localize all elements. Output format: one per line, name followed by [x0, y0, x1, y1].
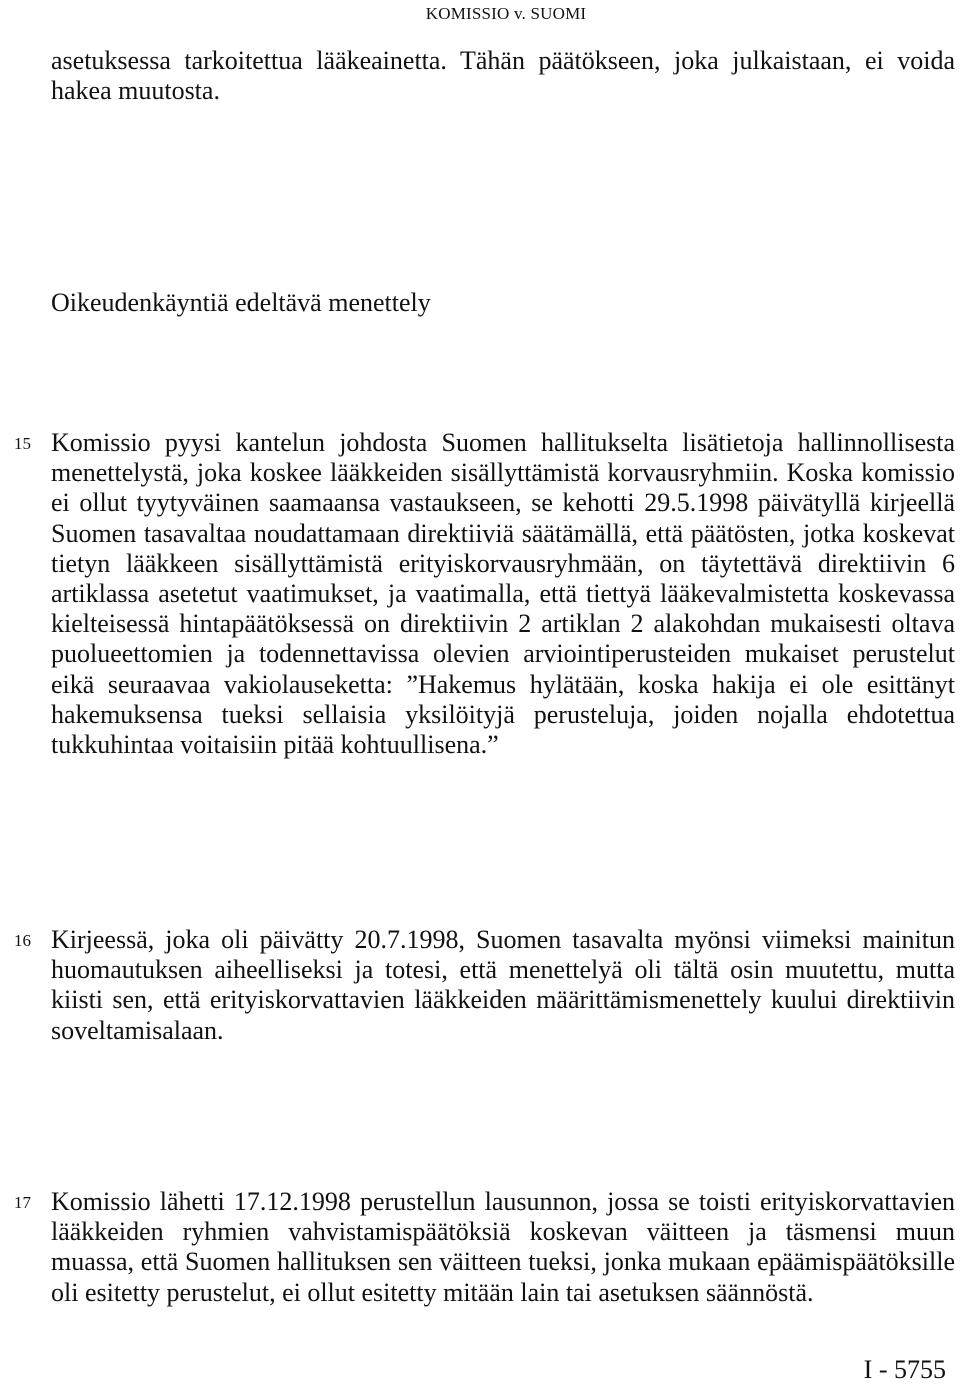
intro-paragraph: asetuksessa tarkoitettua lääkeainetta. Tähän päätökseen, joka julkaistaan, ei voida hakea muutosta. [51, 46, 955, 106]
running-head [0, 4, 960, 24]
paragraph-text: Kirjeessä, joka oli päivätty 20.7.1998, Suomen tasavalta myönsi viimeksi mainitun huomautuksen aiheelliseksi ja totesi, että menettelyä oli tältä osin muutettu, mutta kiisti sen, että erityiskorvattavien lääkkeiden määrittämismenettely kuului direktiivin soveltamisalaan. [51, 925, 955, 1045]
running-head-text: KOMISSIO v. SUOMI [425, 4, 587, 23]
paragraph-text: Komissio pyysi kantelun johdosta Suomen hallitukselta lisätietoja hallinnollisesta menettelystä, joka koskee lääkkeiden sisällyttämistä korvausryhmiin. Koska komissio ei ollut tyytyväinen saamaansa vastaukseen, se kehotti 29.5.1998 päivätyllä kirjeellä Suomen tasavaltaa noudattamaan direktiiviä säätämällä, että päätösten, jotka koskevat tietyn lääkkeen sisällyttämistä erityiskorvausryhmään, on täytettävä direktiivin 6 artiklassa asetetut vaatimukset, ja vaatimalla, että tiettyä lääkevalmistetta koskevassa kielteisessä hintapäätöksessä on direktiivin 2 artiklan 2 alakohdan mukaisesti oltava puolueettomien ja todennettavissa olevien arviointiperusteiden mukaiset perustelut eikä seuraavaa vakiolauseketta: ”Hakemus hylätään, koska hakija ei ole esittänyt hakemuksensa tueksi sellaisia yksilöityjä perusteluja, joiden nojalla ehdotettua tukkuhintaa voitaisiin pitää kohtuullisena.” [51, 428, 955, 760]
section-heading: Oikeudenkäyntiä edeltävä menettely [51, 288, 431, 317]
paragraph-number: 15 [14, 434, 31, 453]
page-number: I - 5755 [863, 1355, 946, 1384]
paragraph-number: 16 [14, 931, 31, 950]
paragraph-number: 17 [14, 1193, 31, 1212]
paragraph-text: Komissio lähetti 17.12.1998 perustellun lausunnon, jossa se toisti erityiskorvattavien lääkkeiden ryhmien vahvistamispäätöksiä koskevan väitteen ja täsmensi muun muassa, että Suomen hallituksen sen väitteen tueksi, jonka mukaan epäämispäätöksille oli esitetty perustelut, ei ollut esitetty mitään lain tai asetuksen säännöstä. [51, 1187, 955, 1307]
